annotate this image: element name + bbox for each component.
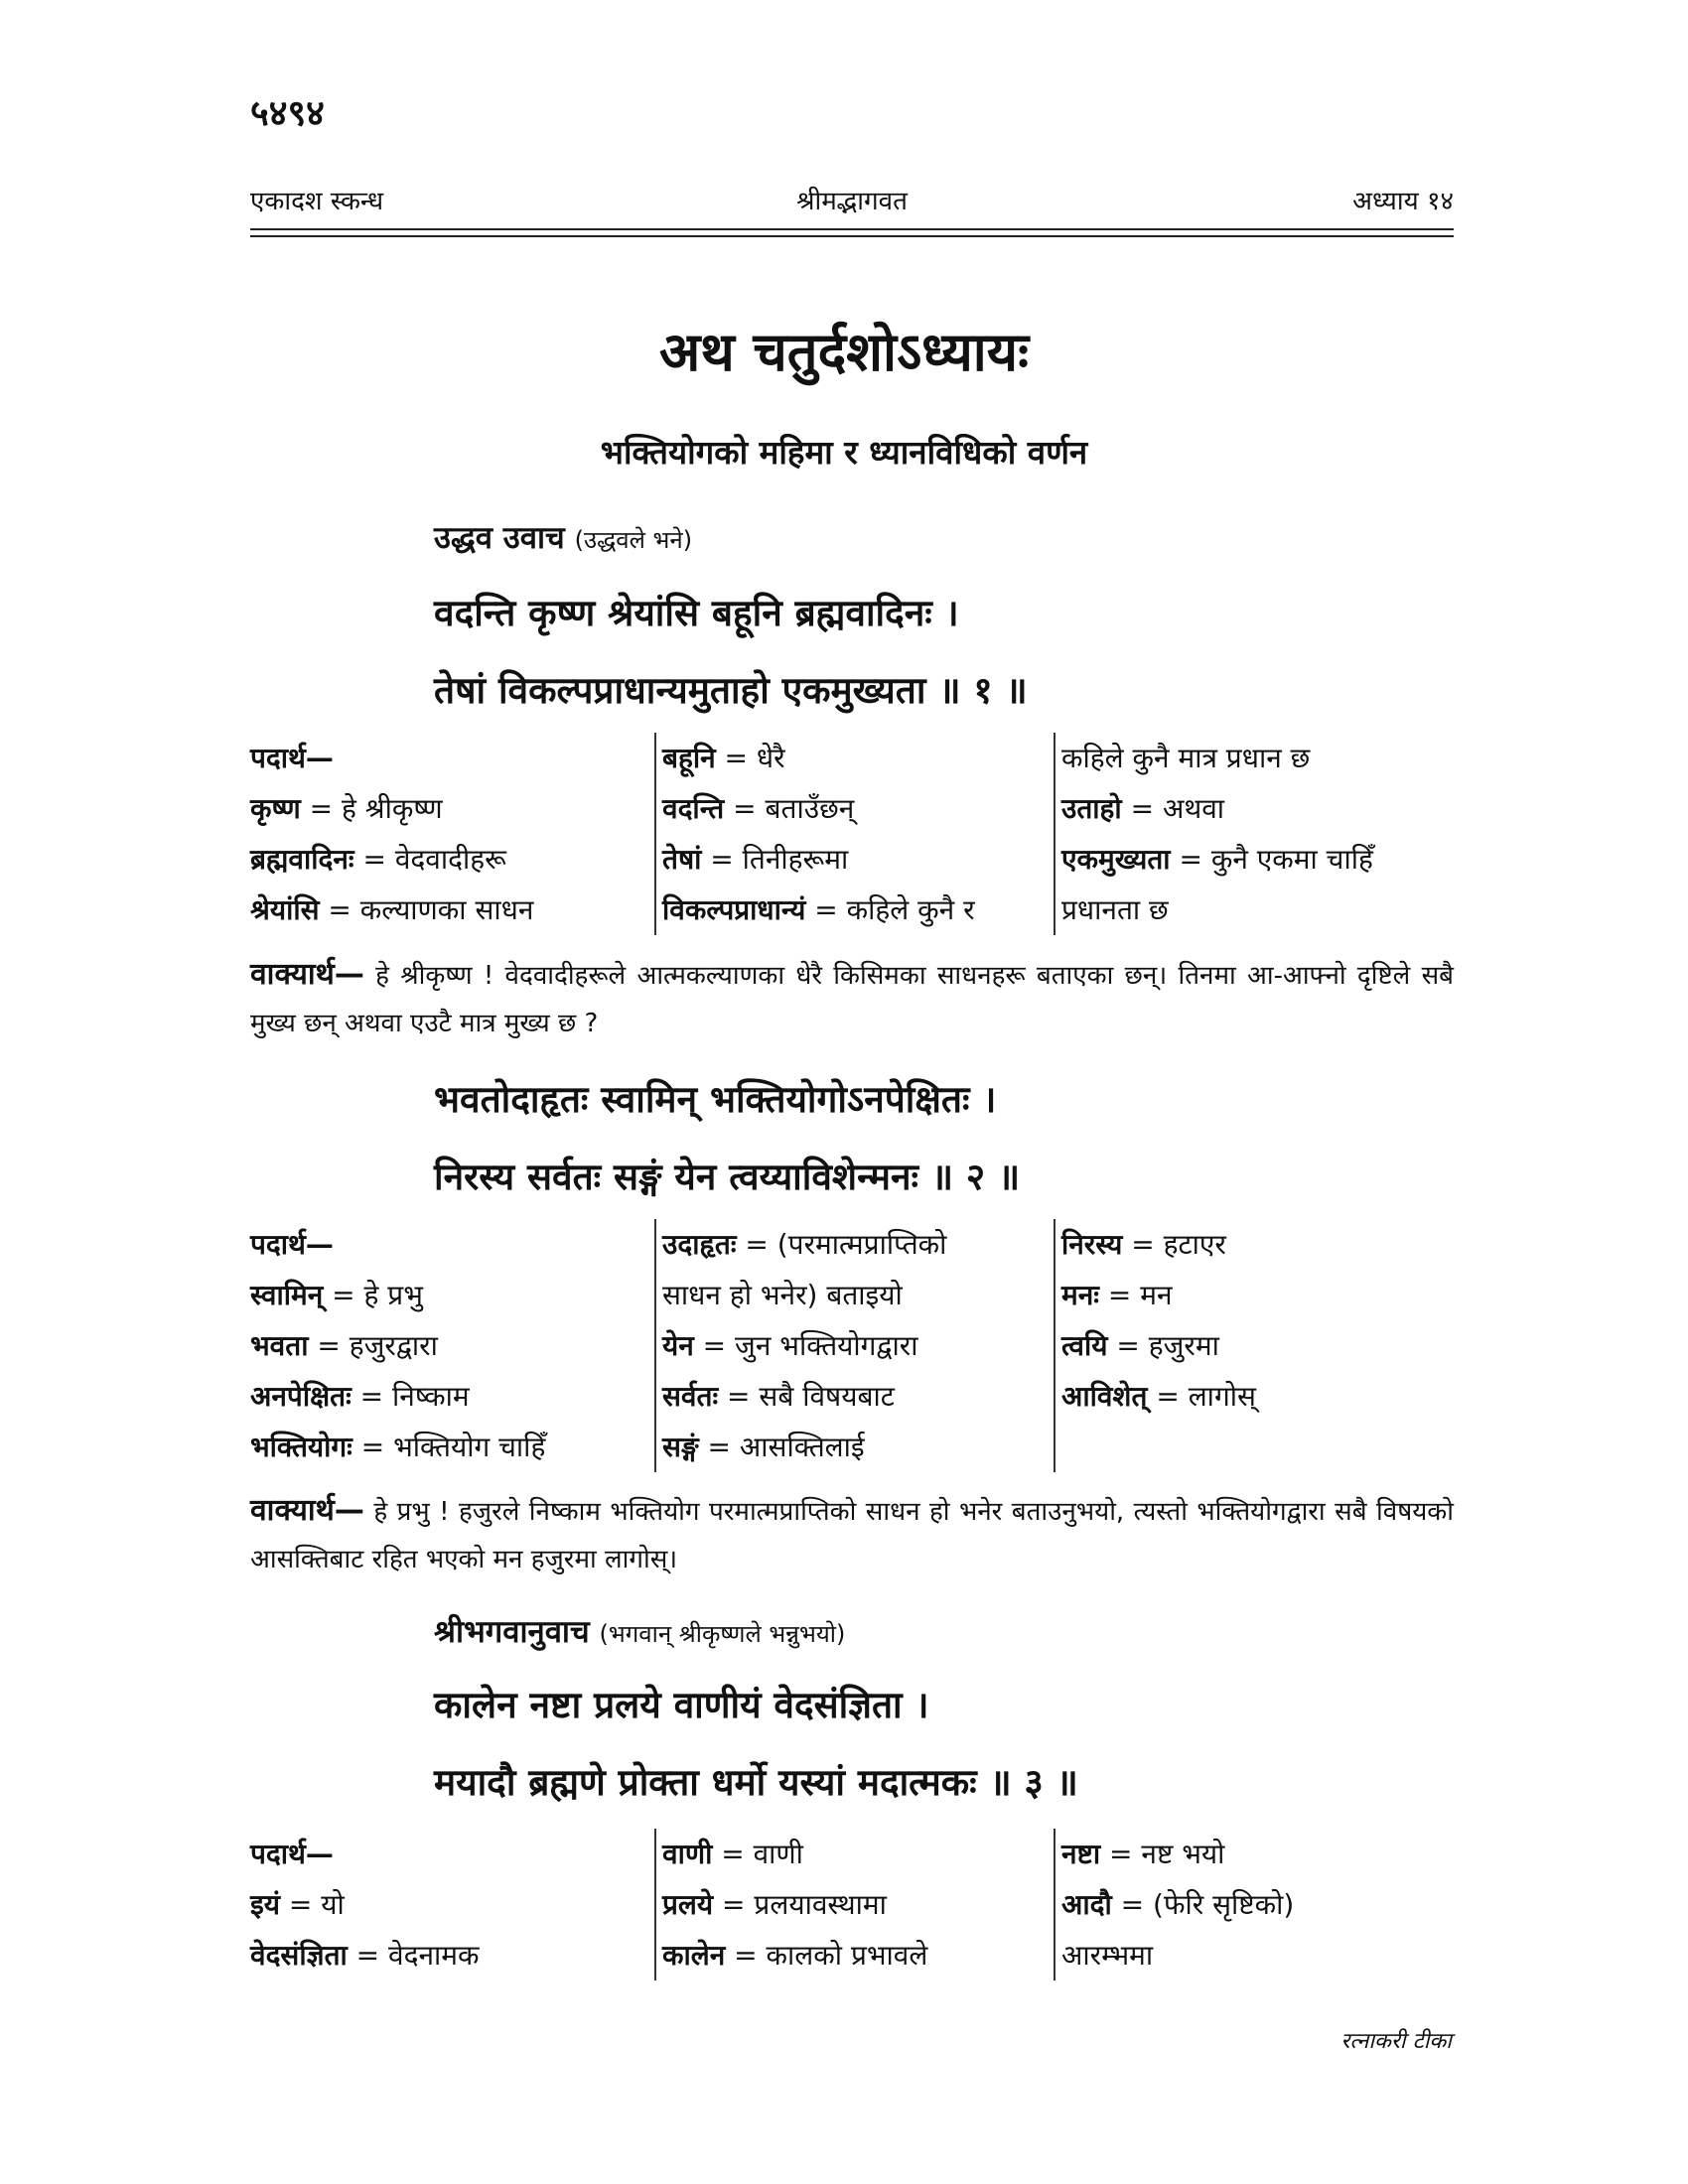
gloss-entry	[662, 1270, 1055, 1320]
gloss-definition: वेदनामक	[388, 1939, 480, 1972]
gloss-term: नष्टा	[1061, 1838, 1101, 1870]
gloss-definition: जुन भक्तियोगद्वारा	[735, 1329, 918, 1362]
gloss-definition: तिनीहरूमा	[742, 843, 849, 876]
speaker-uddhava	[434, 516, 692, 558]
gloss-definition: सबै विषयबाट	[759, 1380, 895, 1413]
running-head-skandha: एकादश स्कन्ध	[250, 187, 384, 216]
gloss-term: ब्रह्मवादिनः	[250, 843, 354, 876]
gloss-entry	[662, 1829, 1055, 1879]
page-number: ५४९४	[250, 93, 325, 134]
running-head-title: श्रीमद्भागवत	[796, 187, 908, 216]
gloss-entry	[662, 1879, 1055, 1930]
gloss-term: सङ्गं	[662, 1431, 699, 1463]
gloss-definition: (परमात्मप्राप्तिको	[776, 1228, 947, 1261]
gloss-column-1	[250, 733, 647, 935]
gloss-equals: =	[724, 792, 766, 825]
gloss-definition: (फेरि सृष्टिको)	[1153, 1888, 1295, 1921]
gloss-definition: आसक्तिलाई	[739, 1431, 865, 1463]
gloss-term: वेदसंज्ञिता	[250, 1939, 348, 1972]
gloss-definition: निष्काम	[392, 1380, 470, 1413]
gloss-equals: =	[319, 893, 360, 926]
gloss-entry	[250, 834, 647, 885]
gloss-term: पदार्थ—	[250, 1838, 334, 1870]
gloss-definition: हजुरमा	[1148, 1329, 1219, 1362]
gloss-definition: नष्ट भयो	[1141, 1838, 1225, 1870]
gloss-equals: =	[715, 742, 757, 774]
gloss-entry	[250, 1371, 647, 1422]
gloss-entry	[1061, 885, 1459, 935]
gloss-definition: कहिले कुनै र	[846, 893, 975, 926]
gloss-equals: =	[698, 1431, 740, 1463]
gloss-term: त्वयि	[1061, 1329, 1108, 1362]
gloss-entry	[662, 1219, 1055, 1270]
gloss-column-2	[654, 1829, 1055, 1980]
gloss-definition: प्रलयावस्थामा	[754, 1888, 887, 1921]
gloss-equals: =	[713, 1888, 755, 1921]
gloss-entry	[250, 733, 647, 783]
gloss-definition: वेदवादीहरू	[394, 843, 506, 876]
gloss-equals: =	[308, 1329, 350, 1362]
gloss-column-2	[654, 733, 1055, 935]
meaning-text: हे श्रीकृष्ण ! वेदवादीहरूले आत्मकल्याणका धेरै किसिमका साधनहरू बताएका छन्। तिनमा आ-आफ्नो दृष्टिले सबै मुख्य छन् अथवा एउटै मात्र मुख्य छ ?	[250, 961, 1455, 1038]
gloss-equals: =	[1170, 843, 1211, 876]
gloss-column-3	[1054, 733, 1459, 935]
speaker-name: उद्धव उवाच	[434, 520, 565, 556]
gloss-term: एकमुख्यता	[1061, 843, 1171, 876]
gloss-term: विकल्पप्राधान्यं	[662, 893, 806, 926]
gloss-term: श्रेयांसि	[250, 893, 320, 926]
gloss-equals: =	[1121, 792, 1163, 825]
gloss-definition: धेरै	[756, 742, 785, 774]
gloss-definition: यो	[321, 1888, 345, 1921]
gloss-entry	[250, 783, 647, 834]
verse-1-meaning	[250, 951, 1454, 1047]
gloss-column-2	[654, 1219, 1055, 1472]
header-rule-bottom	[250, 235, 1454, 237]
gloss-term: निरस्य	[1061, 1228, 1123, 1261]
gloss-entry	[250, 1219, 647, 1270]
gloss-entry	[1061, 1422, 1459, 1472]
gloss-term: मनः	[1061, 1279, 1099, 1311]
gloss-equals: =	[1147, 1380, 1189, 1413]
speaker-name: श्रीभगवानुवाच	[434, 1614, 590, 1650]
header-rule-top	[250, 228, 1454, 230]
gloss-table-3	[250, 1829, 1454, 1987]
gloss-equals: =	[701, 843, 743, 876]
gloss-equals: =	[1100, 1838, 1142, 1870]
chapter-subtitle: भक्तियोगको महिमा र ध्यानविधिको वर्णन	[600, 433, 1088, 472]
verse-1-line-2: तेषां विकल्पप्राधान्यमुताहो एकमुख्यता ॥ १ ॥	[434, 669, 1028, 712]
gloss-term: आविशेत्	[1061, 1380, 1148, 1413]
gloss-term: पदार्थ—	[250, 1228, 334, 1261]
gloss-definition: हे प्रभु	[363, 1279, 423, 1311]
chapter-title: अथ चतुर्दशोऽध्यायः	[658, 321, 1030, 383]
gloss-table-1	[250, 733, 1454, 941]
gloss-column-1	[250, 1829, 647, 1980]
gloss-term: तेषां	[662, 843, 702, 876]
gloss-definition: भक्तियोग चाहिँ	[393, 1431, 546, 1463]
gloss-equals: =	[712, 1838, 754, 1870]
gloss-term: पदार्थ—	[250, 742, 334, 774]
gloss-term: वाणी	[662, 1838, 713, 1870]
gloss-term: भवता	[250, 1329, 309, 1362]
gloss-definition: हे श्रीकृष्ण	[342, 792, 443, 825]
gloss-entry	[1061, 783, 1459, 834]
gloss-entry	[662, 885, 1055, 935]
gloss-definition: हटाएर	[1163, 1228, 1226, 1261]
gloss-column-1	[250, 1219, 647, 1472]
verse-1-line-1: वदन्ति कृष्ण श्रेयांसि बहूनि ब्रह्मवादिनः ।	[434, 592, 959, 634]
gloss-entry	[662, 1371, 1055, 1422]
verse-3-line-1: कालेन नष्टा प्रलये वाणीयं वेदसंज्ञिता ।	[434, 1684, 929, 1726]
gloss-equals: =	[353, 843, 395, 876]
footer-commentary-name: रत्नाकरी टीका	[1340, 2029, 1452, 2054]
gloss-entry	[250, 885, 647, 935]
running-head	[250, 182, 1454, 225]
gloss-definition: प्रधानता छ	[1061, 893, 1169, 926]
gloss-entry	[250, 1320, 647, 1371]
verse-2-meaning	[250, 1487, 1454, 1583]
gloss-entry	[662, 733, 1055, 783]
gloss-definition: कहिले कुनै मात्र प्रधान छ	[1061, 742, 1311, 774]
gloss-equals: =	[1122, 1228, 1164, 1261]
gloss-entry	[1061, 1930, 1459, 1980]
gloss-definition: हजुरद्वारा	[349, 1329, 438, 1362]
gloss-term: इयं	[250, 1888, 280, 1921]
gloss-column-3	[1054, 1829, 1459, 1980]
gloss-entry	[1061, 834, 1459, 885]
gloss-entry	[250, 1422, 647, 1472]
gloss-definition: अथवा	[1162, 792, 1225, 825]
meaning-text: हे प्रभु ! हजुरले निष्काम भक्तियोग परमात्मप्राप्तिको साधन हो भनेर बताउनुभयो, त्यस्तो भक्तियोगद्वारा सबै विषयको आसक्तिबाट रहित भएको मन हजुरमा लागोस्।	[250, 1497, 1454, 1574]
meaning-label: वाक्यार्थ—	[250, 1493, 364, 1528]
gloss-term: अनपेक्षितः	[250, 1380, 352, 1413]
gloss-equals: =	[736, 1228, 777, 1261]
gloss-equals: =	[805, 893, 847, 926]
gloss-equals: =	[280, 1888, 322, 1921]
gloss-equals: =	[347, 1939, 389, 1972]
gloss-equals: =	[725, 1939, 767, 1972]
gloss-definition: मन	[1140, 1279, 1173, 1311]
gloss-term: बहूनि	[662, 742, 716, 774]
gloss-entry	[1061, 1829, 1459, 1879]
gloss-definition: बताउँछन्	[765, 792, 855, 825]
speaker-note: (उद्धवले भने)	[574, 526, 693, 554]
gloss-entry	[250, 1829, 647, 1879]
gloss-entry	[1061, 1219, 1459, 1270]
speaker-bhagavan	[434, 1610, 845, 1652]
gloss-column-3	[1054, 1219, 1459, 1472]
gloss-entry	[1061, 1320, 1459, 1371]
running-head-chapter: अध्याय १४	[1352, 187, 1454, 216]
gloss-entry	[250, 1879, 647, 1930]
gloss-entry	[1061, 1371, 1459, 1422]
gloss-definition: लागोस्	[1188, 1380, 1256, 1413]
gloss-entry	[662, 1422, 1055, 1472]
verse-3-line-2: मयादौ ब्रह्मणे प्रोक्ता धर्मो यस्यां मदात्मकः ॥ ३ ॥	[434, 1761, 1078, 1804]
gloss-term: सर्वतः	[662, 1380, 719, 1413]
gloss-entry	[1061, 733, 1459, 783]
gloss-equals: =	[718, 1380, 760, 1413]
verse-2-line-1: भवतोदाहृतः स्वामिन् भक्तियोगोऽनपेक्षितः ।	[434, 1078, 997, 1121]
gloss-term: उताहो	[1061, 792, 1122, 825]
gloss-term: येन	[662, 1329, 694, 1362]
gloss-term: आदौ	[1061, 1888, 1112, 1921]
verse-2-line-2: निरस्य सर्वतः सङ्गं येन त्वय्याविशेन्मनः ॥ २ ॥	[434, 1156, 1021, 1198]
gloss-term: कालेन	[662, 1939, 726, 1972]
gloss-equals: =	[351, 1380, 393, 1413]
gloss-equals: =	[300, 792, 343, 825]
gloss-equals: =	[1107, 1329, 1149, 1362]
gloss-entry	[662, 783, 1055, 834]
gloss-entry	[250, 1270, 647, 1320]
meaning-label: वाक्यार्थ—	[250, 957, 364, 992]
gloss-definition: आरम्भमा	[1061, 1939, 1154, 1972]
gloss-definition: वाणी	[753, 1838, 803, 1870]
gloss-term: कृष्ण	[250, 792, 301, 825]
gloss-term: भक्तियोगः	[250, 1431, 352, 1463]
speaker-note: (भगवान् श्रीकृष्णले भन्नुभयो)	[599, 1620, 846, 1648]
gloss-equals: =	[1098, 1279, 1141, 1311]
gloss-entry	[250, 1930, 647, 1980]
gloss-term: वदन्ति	[662, 792, 725, 825]
gloss-definition: कालको प्रभावले	[766, 1939, 928, 1972]
gloss-equals: =	[323, 1279, 364, 1311]
gloss-term: प्रलये	[662, 1888, 714, 1921]
gloss-term: उदाहृतः	[662, 1228, 737, 1261]
gloss-entry	[1061, 1879, 1459, 1930]
gloss-table-2	[250, 1219, 1454, 1477]
gloss-equals: =	[693, 1329, 736, 1362]
gloss-entry	[1061, 1270, 1459, 1320]
gloss-equals: =	[352, 1431, 394, 1463]
gloss-definition: कुनै एकमा चाहिँ	[1210, 843, 1373, 876]
gloss-entry	[662, 1320, 1055, 1371]
gloss-entry	[662, 834, 1055, 885]
gloss-equals: =	[1111, 1888, 1154, 1921]
gloss-definition: साधन हो भनेर) बताइयो	[662, 1279, 903, 1311]
gloss-term: स्वामिन्	[250, 1279, 324, 1311]
gloss-definition: कल्याणका साधन	[359, 893, 534, 926]
gloss-entry	[662, 1930, 1055, 1980]
